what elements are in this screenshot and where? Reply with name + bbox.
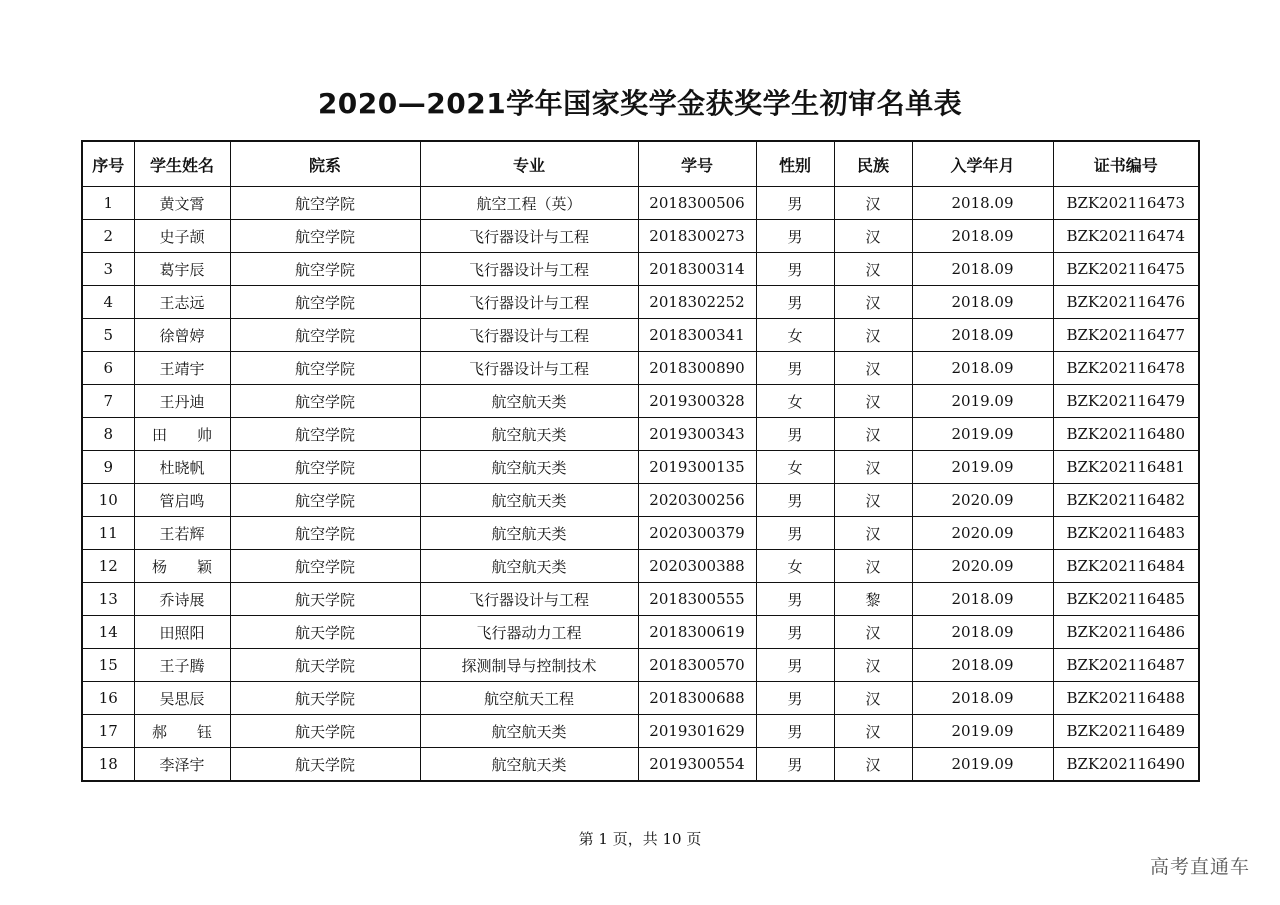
table-row [82, 319, 1199, 352]
cell-student-id: 2018300341 [638, 319, 756, 352]
table-row [82, 220, 1199, 253]
cell-certificate-number: BZK202116480 [1053, 418, 1199, 451]
cell-student-id: 2020300256 [638, 484, 756, 517]
cell-index: 1 [82, 187, 134, 220]
cell-index: 6 [82, 352, 134, 385]
cell-major: 航空航天类 [420, 715, 638, 748]
cell-ethnicity: 汉 [834, 451, 912, 484]
cell-ethnicity: 汉 [834, 253, 912, 286]
cell-ethnicity: 汉 [834, 616, 912, 649]
cell-gender: 男 [756, 187, 834, 220]
cell-major: 飞行器设计与工程 [420, 352, 638, 385]
cell-certificate-number: BZK202116482 [1053, 484, 1199, 517]
cell-student-id: 2018300688 [638, 682, 756, 715]
cell-student-id: 2019300135 [638, 451, 756, 484]
cell-enrollment-date: 2020.09 [912, 484, 1053, 517]
cell-student-name: 田照阳 [134, 616, 230, 649]
cell-gender: 男 [756, 649, 834, 682]
table-row [82, 352, 1199, 385]
cell-certificate-number: BZK202116489 [1053, 715, 1199, 748]
cell-enrollment-date: 2018.09 [912, 319, 1053, 352]
cell-department: 航天学院 [230, 682, 420, 715]
cell-gender: 男 [756, 583, 834, 616]
cell-gender: 男 [756, 286, 834, 319]
cell-department: 航空学院 [230, 550, 420, 583]
cell-student-id: 2018300506 [638, 187, 756, 220]
cell-student-id: 2019300343 [638, 418, 756, 451]
table-row [82, 187, 1199, 220]
table-row [82, 418, 1199, 451]
cell-certificate-number: BZK202116478 [1053, 352, 1199, 385]
cell-certificate-number: BZK202116487 [1053, 649, 1199, 682]
cell-student-id: 2020300379 [638, 517, 756, 550]
cell-student-id: 2018300555 [638, 583, 756, 616]
cell-student-id: 2018300273 [638, 220, 756, 253]
cell-gender: 男 [756, 352, 834, 385]
cell-major: 探测制导与控制技术 [420, 649, 638, 682]
cell-student-name: 田 帅 [134, 418, 230, 451]
cell-ethnicity: 汉 [834, 319, 912, 352]
cell-ethnicity: 汉 [834, 484, 912, 517]
cell-department: 航天学院 [230, 715, 420, 748]
cell-index: 16 [82, 682, 134, 715]
header-department: 院系 [230, 141, 420, 187]
cell-enrollment-date: 2020.09 [912, 517, 1053, 550]
cell-certificate-number: BZK202116476 [1053, 286, 1199, 319]
cell-student-name: 王志远 [134, 286, 230, 319]
cell-gender: 女 [756, 451, 834, 484]
cell-enrollment-date: 2018.09 [912, 352, 1053, 385]
header-certificate-number: 证书编号 [1053, 141, 1199, 187]
table-header-row [82, 141, 1199, 187]
cell-student-name: 王丹迪 [134, 385, 230, 418]
cell-index: 3 [82, 253, 134, 286]
cell-ethnicity: 黎 [834, 583, 912, 616]
header-gender: 性别 [756, 141, 834, 187]
cell-index: 5 [82, 319, 134, 352]
cell-ethnicity: 汉 [834, 286, 912, 319]
cell-student-id: 2019300328 [638, 385, 756, 418]
cell-major: 飞行器设计与工程 [420, 583, 638, 616]
table-body [82, 187, 1199, 782]
header-ethnicity: 民族 [834, 141, 912, 187]
cell-major: 航空航天类 [420, 385, 638, 418]
cell-ethnicity: 汉 [834, 517, 912, 550]
cell-gender: 男 [756, 220, 834, 253]
cell-gender: 男 [756, 748, 834, 782]
cell-index: 4 [82, 286, 134, 319]
cell-student-name: 史子颉 [134, 220, 230, 253]
cell-ethnicity: 汉 [834, 682, 912, 715]
cell-gender: 男 [756, 418, 834, 451]
cell-enrollment-date: 2019.09 [912, 451, 1053, 484]
cell-student-name: 葛宇辰 [134, 253, 230, 286]
table-row [82, 385, 1199, 418]
cell-department: 航空学院 [230, 319, 420, 352]
cell-student-name: 王子腾 [134, 649, 230, 682]
cell-certificate-number: BZK202116474 [1053, 220, 1199, 253]
cell-enrollment-date: 2018.09 [912, 187, 1053, 220]
cell-department: 航天学院 [230, 616, 420, 649]
table-row [82, 286, 1199, 319]
cell-enrollment-date: 2020.09 [912, 550, 1053, 583]
cell-certificate-number: BZK202116475 [1053, 253, 1199, 286]
cell-ethnicity: 汉 [834, 187, 912, 220]
cell-department: 航空学院 [230, 451, 420, 484]
cell-gender: 男 [756, 682, 834, 715]
cell-enrollment-date: 2018.09 [912, 649, 1053, 682]
cell-enrollment-date: 2019.09 [912, 715, 1053, 748]
cell-enrollment-date: 2018.09 [912, 286, 1053, 319]
cell-student-id: 2020300388 [638, 550, 756, 583]
cell-certificate-number: BZK202116479 [1053, 385, 1199, 418]
cell-major: 飞行器设计与工程 [420, 220, 638, 253]
cell-gender: 男 [756, 616, 834, 649]
cell-student-name: 李泽宇 [134, 748, 230, 782]
cell-ethnicity: 汉 [834, 649, 912, 682]
cell-ethnicity: 汉 [834, 715, 912, 748]
cell-gender: 男 [756, 253, 834, 286]
cell-department: 航天学院 [230, 748, 420, 782]
cell-certificate-number: BZK202116483 [1053, 517, 1199, 550]
cell-enrollment-date: 2018.09 [912, 682, 1053, 715]
cell-major: 飞行器设计与工程 [420, 319, 638, 352]
table-row [82, 484, 1199, 517]
cell-student-name: 王若辉 [134, 517, 230, 550]
table-row [82, 583, 1199, 616]
cell-student-name: 管启鸣 [134, 484, 230, 517]
cell-student-name: 徐曾婷 [134, 319, 230, 352]
cell-major: 航空航天工程 [420, 682, 638, 715]
cell-student-id: 2019300554 [638, 748, 756, 782]
document-title: 2020—2021学年国家奖学金获奖学生初审名单表 [317, 87, 963, 120]
table-row [82, 715, 1199, 748]
cell-department: 航天学院 [230, 583, 420, 616]
cell-gender: 男 [756, 715, 834, 748]
header-student-name: 学生姓名 [134, 141, 230, 187]
cell-index: 18 [82, 748, 134, 782]
cell-certificate-number: BZK202116481 [1053, 451, 1199, 484]
cell-department: 航空学院 [230, 220, 420, 253]
table-row [82, 748, 1199, 782]
cell-department: 航空学院 [230, 286, 420, 319]
cell-index: 11 [82, 517, 134, 550]
cell-ethnicity: 汉 [834, 418, 912, 451]
cell-index: 9 [82, 451, 134, 484]
cell-enrollment-date: 2018.09 [912, 220, 1053, 253]
header-student-id: 学号 [638, 141, 756, 187]
cell-enrollment-date: 2019.09 [912, 748, 1053, 782]
cell-student-name: 乔诗展 [134, 583, 230, 616]
cell-student-id: 2018300314 [638, 253, 756, 286]
table-row [82, 451, 1199, 484]
table-row [82, 682, 1199, 715]
cell-department: 航空学院 [230, 187, 420, 220]
table-row [82, 550, 1199, 583]
cell-certificate-number: BZK202116484 [1053, 550, 1199, 583]
cell-department: 航空学院 [230, 253, 420, 286]
cell-enrollment-date: 2018.09 [912, 616, 1053, 649]
cell-major: 飞行器设计与工程 [420, 253, 638, 286]
cell-major: 航空航天类 [420, 484, 638, 517]
table-row [82, 517, 1199, 550]
cell-ethnicity: 汉 [834, 550, 912, 583]
cell-student-id: 2018300619 [638, 616, 756, 649]
header-index: 序号 [82, 141, 134, 187]
cell-major: 航空航天类 [420, 748, 638, 782]
cell-enrollment-date: 2018.09 [912, 583, 1053, 616]
header-enrollment-date: 入学年月 [912, 141, 1053, 187]
cell-enrollment-date: 2018.09 [912, 253, 1053, 286]
cell-index: 15 [82, 649, 134, 682]
cell-major: 飞行器设计与工程 [420, 286, 638, 319]
cell-student-name: 郝 钰 [134, 715, 230, 748]
cell-enrollment-date: 2019.09 [912, 385, 1053, 418]
cell-index: 13 [82, 583, 134, 616]
table-row [82, 649, 1199, 682]
cell-student-id: 2018300890 [638, 352, 756, 385]
cell-student-name: 杨 颖 [134, 550, 230, 583]
cell-gender: 女 [756, 385, 834, 418]
cell-certificate-number: BZK202116477 [1053, 319, 1199, 352]
cell-certificate-number: BZK202116473 [1053, 187, 1199, 220]
cell-index: 10 [82, 484, 134, 517]
header-major: 专业 [420, 141, 638, 187]
cell-department: 航空学院 [230, 352, 420, 385]
cell-student-name: 王靖宇 [134, 352, 230, 385]
cell-index: 17 [82, 715, 134, 748]
cell-department: 航天学院 [230, 649, 420, 682]
cell-index: 12 [82, 550, 134, 583]
cell-ethnicity: 汉 [834, 220, 912, 253]
cell-index: 8 [82, 418, 134, 451]
cell-certificate-number: BZK202116488 [1053, 682, 1199, 715]
cell-index: 2 [82, 220, 134, 253]
cell-certificate-number: BZK202116490 [1053, 748, 1199, 782]
cell-major: 航空航天类 [420, 550, 638, 583]
cell-index: 7 [82, 385, 134, 418]
cell-major: 航空航天类 [420, 517, 638, 550]
watermark: 高考直通车 [1149, 856, 1250, 878]
cell-major: 航空航天类 [420, 418, 638, 451]
cell-department: 航空学院 [230, 385, 420, 418]
cell-student-name: 黄文霄 [134, 187, 230, 220]
cell-major: 航空航天类 [420, 451, 638, 484]
cell-gender: 女 [756, 550, 834, 583]
table-row [82, 253, 1199, 286]
cell-student-name: 杜晓帆 [134, 451, 230, 484]
table-row [82, 616, 1199, 649]
cell-gender: 女 [756, 319, 834, 352]
cell-student-id: 2018300570 [638, 649, 756, 682]
cell-major: 航空工程（英） [420, 187, 638, 220]
cell-certificate-number: BZK202116485 [1053, 583, 1199, 616]
cell-student-name: 吴思辰 [134, 682, 230, 715]
cell-department: 航空学院 [230, 418, 420, 451]
cell-ethnicity: 汉 [834, 748, 912, 782]
cell-ethnicity: 汉 [834, 385, 912, 418]
scholarship-table [81, 140, 1200, 782]
cell-certificate-number: BZK202116486 [1053, 616, 1199, 649]
cell-student-id: 2019301629 [638, 715, 756, 748]
cell-major: 飞行器动力工程 [420, 616, 638, 649]
cell-department: 航空学院 [230, 484, 420, 517]
page-number: 第 1 页，共 10 页 [578, 830, 702, 848]
cell-index: 14 [82, 616, 134, 649]
cell-enrollment-date: 2019.09 [912, 418, 1053, 451]
cell-student-id: 2018302252 [638, 286, 756, 319]
cell-ethnicity: 汉 [834, 352, 912, 385]
cell-gender: 男 [756, 484, 834, 517]
cell-department: 航空学院 [230, 517, 420, 550]
cell-gender: 男 [756, 517, 834, 550]
